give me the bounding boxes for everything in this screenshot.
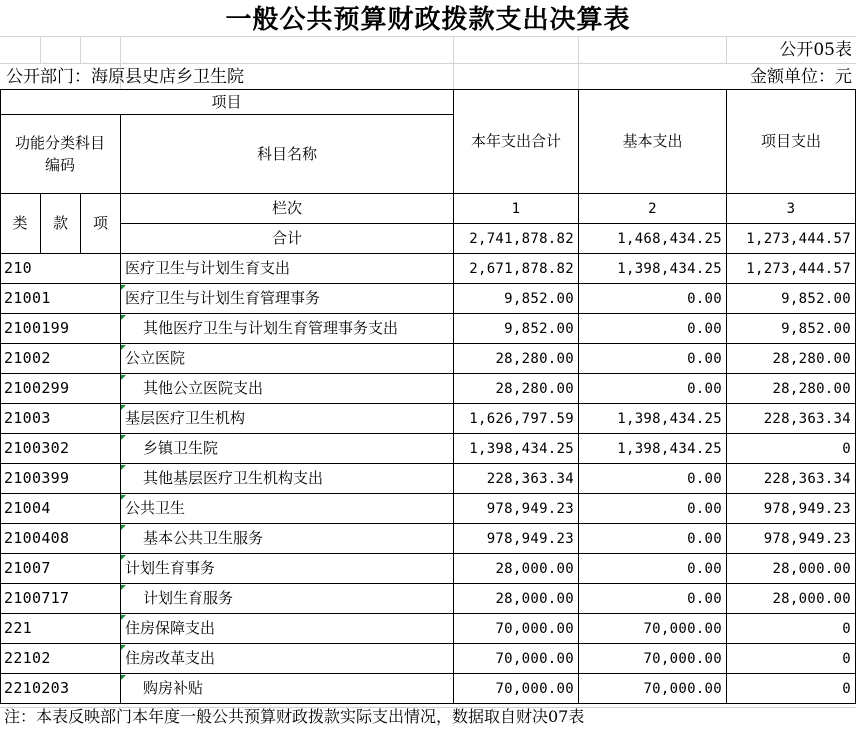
row-code: 21002	[4, 349, 51, 367]
header-col-number-3: 3	[786, 200, 796, 217]
row-subject-name: 购房补贴	[143, 679, 204, 697]
row-code: 21003	[4, 409, 51, 427]
row-project: 0	[842, 440, 851, 457]
row-total: 9,852.00	[504, 290, 574, 307]
row-code: 2210203	[4, 679, 70, 697]
row-project: 9,852.00	[781, 320, 851, 337]
row-basic: 70,000.00	[643, 650, 722, 667]
row-total: 28,000.00	[495, 560, 574, 577]
row-basic: 0.00	[687, 290, 722, 307]
header-col-total: 本年支出合计	[470, 132, 561, 150]
header-kuan: 款	[52, 214, 68, 232]
row-project: 228,363.34	[763, 410, 851, 427]
row-basic: 0.00	[687, 320, 722, 337]
row-total: 978,949.23	[486, 530, 574, 547]
row-subject-name: 其他公立医院支出	[143, 379, 264, 397]
row-project: 28,000.00	[772, 590, 851, 607]
cell-marker-icon	[121, 435, 126, 440]
row-project: 228,363.34	[763, 470, 851, 487]
row-project: 28,000.00	[772, 560, 851, 577]
cell-marker-icon	[121, 585, 126, 590]
row-total: 9,852.00	[504, 320, 574, 337]
cell-marker-icon	[121, 465, 126, 470]
cell-marker-icon	[121, 495, 126, 500]
header-subject-name: 科目名称	[256, 144, 317, 163]
row-basic: 70,000.00	[643, 620, 722, 637]
row-basic: 1,398,434.25	[617, 440, 722, 457]
row-project: 28,280.00	[772, 380, 851, 397]
row-code: 22102	[4, 649, 51, 667]
row-total: 70,000.00	[495, 650, 574, 667]
row-code: 2100199	[4, 319, 70, 337]
cell-marker-icon	[121, 285, 126, 290]
row-code: 21004	[4, 499, 51, 517]
row-code: 221	[4, 619, 32, 637]
cell-marker-icon	[121, 675, 126, 680]
row-basic: 1,398,434.25	[617, 410, 722, 427]
department-label: 公开部门：海原县史店乡卫生院	[6, 66, 244, 87]
row-project: 0	[842, 650, 851, 667]
header-func-code-line1: 功能分类科目	[14, 134, 105, 152]
total-row-basic: 1,468,434.25	[617, 230, 722, 247]
row-subject-name: 医疗卫生与计划生育管理事务	[125, 289, 321, 307]
row-total: 28,000.00	[495, 590, 574, 607]
row-code: 21001	[4, 289, 51, 307]
row-subject-name: 医疗卫生与计划生育支出	[125, 259, 291, 277]
row-subject-name: 其他基层医疗卫生机构支出	[143, 469, 324, 487]
row-project: 978,949.23	[763, 500, 851, 517]
row-code: 2100302	[4, 439, 70, 457]
row-total: 70,000.00	[495, 620, 574, 637]
row-subject-name: 基层医疗卫生机构	[125, 409, 246, 427]
row-basic: 1,398,434.25	[617, 260, 722, 277]
cell-marker-icon	[121, 405, 126, 410]
row-total: 978,949.23	[486, 500, 574, 517]
row-total: 2,671,878.82	[469, 260, 574, 277]
row-total: 1,626,797.59	[469, 410, 574, 427]
row-total: 1,398,434.25	[469, 440, 574, 457]
row-project: 0	[842, 620, 851, 637]
header-lei: 类	[12, 214, 28, 232]
row-subject-name: 其他医疗卫生与计划生育管理事务支出	[143, 319, 399, 337]
header-xiang: 项	[92, 214, 108, 232]
row-basic: 0.00	[687, 380, 722, 397]
table-number: 公开05表	[779, 39, 852, 60]
row-subject-name: 公立医院	[125, 349, 186, 367]
total-row-total: 2,741,878.82	[469, 230, 574, 247]
total-row-project: 1,273,444.57	[746, 230, 851, 247]
row-basic: 0.00	[687, 530, 722, 547]
row-code: 21007	[4, 559, 51, 577]
row-code: 2100408	[4, 529, 70, 547]
header-col-number-1: 1	[511, 200, 521, 217]
total-row-label: 合计	[271, 229, 302, 247]
row-total: 70,000.00	[495, 680, 574, 697]
row-total: 228,363.34	[486, 470, 574, 487]
report-title: 一般公共预算财政拨款支出决算表	[225, 5, 631, 35]
row-basic: 0.00	[687, 590, 722, 607]
cell-marker-icon	[121, 555, 126, 560]
row-total: 28,280.00	[495, 380, 574, 397]
header-col-number-2: 2	[648, 200, 657, 217]
cell-marker-icon	[121, 375, 126, 380]
row-basic: 0.00	[687, 350, 722, 367]
row-subject-name: 住房改革支出	[125, 649, 216, 667]
header-func-code-line2: 编码	[44, 156, 75, 174]
header-item: 项目	[211, 92, 242, 111]
row-basic: 0.00	[687, 470, 722, 487]
row-project: 28,280.00	[772, 350, 851, 367]
header-lanci: 栏次	[271, 199, 302, 217]
row-code: 210	[4, 259, 32, 277]
row-subject-name: 乡镇卫生院	[143, 439, 219, 457]
header-col-basic: 基本支出	[622, 132, 683, 150]
row-basic: 0.00	[687, 500, 722, 517]
row-basic: 70,000.00	[643, 680, 722, 697]
row-basic: 0.00	[687, 560, 722, 577]
row-code: 2100399	[4, 469, 70, 487]
footnote: 注：本表反映部门本年度一般公共预算财政拨款实际支出情况，数据取自财决07表	[4, 706, 585, 726]
row-subject-name: 住房保障支出	[125, 619, 216, 637]
cell-marker-icon	[121, 645, 126, 650]
cell-marker-icon	[121, 315, 126, 320]
row-project: 9,852.00	[781, 290, 851, 307]
cell-marker-icon	[121, 615, 126, 620]
cell-marker-icon	[121, 525, 126, 530]
unit-label: 金额单位：元	[750, 66, 852, 87]
cell-marker-icon	[121, 345, 126, 350]
header-col-project: 项目支出	[760, 132, 821, 150]
row-subject-name: 公共卫生	[125, 499, 186, 517]
row-project: 0	[842, 680, 851, 697]
row-subject-name: 基本公共卫生服务	[143, 529, 264, 547]
row-code: 2100717	[4, 589, 70, 607]
row-code: 2100299	[4, 379, 70, 397]
row-project: 978,949.23	[763, 530, 851, 547]
row-subject-name: 计划生育服务	[143, 589, 234, 607]
header-func-code	[0, 115, 120, 193]
row-project: 1,273,444.57	[746, 260, 851, 277]
row-total: 28,280.00	[495, 350, 574, 367]
row-subject-name: 计划生育事务	[125, 559, 216, 577]
